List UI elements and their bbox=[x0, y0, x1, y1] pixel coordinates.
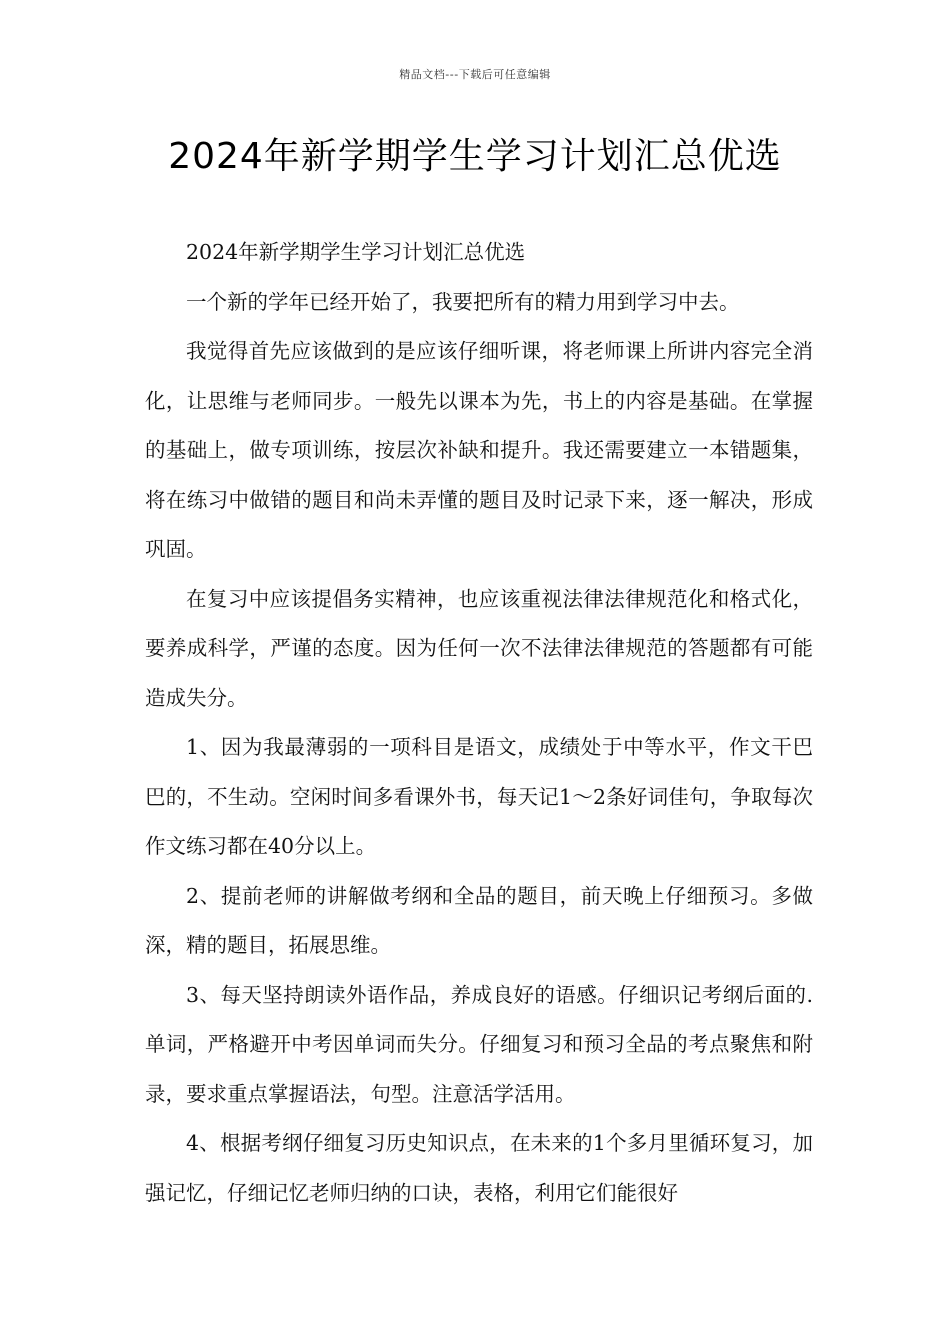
document-title: 2024年新学期学生学习计划汇总优选 bbox=[168, 136, 782, 177]
paragraph-review: 在复习中应该提倡务实精神，也应该重视法律法律规范化和格式化，要养成科学，严谨的态度。因为任何一次不法律法律规范的答题都有可能造成失分。 bbox=[145, 586, 813, 710]
header-note: 精品文档---下载后可任意编辑 bbox=[399, 68, 551, 81]
paragraph-intro: 一个新的学年已经开始了，我要把所有的精力用到学习中去。 bbox=[186, 289, 740, 314]
paragraph-listening: 我觉得首先应该做到的是应该仔细听课，将老师课上所讲内容完全消化，让思维与老师同步。一般先以课本为先，书上的内容是基础。在掌握的基础上，做专项训练，按层次补缺和提升。我还需要建立一本错题集，将在练习中做错的题目和尚未弄懂的题目及时记录下来，逐一解决，形成巩固。 bbox=[145, 339, 813, 561]
paragraph-subtitle: 2024年新学期学生学习计划汇总优选 bbox=[186, 240, 526, 264]
document-body bbox=[145, 228, 813, 1218]
paragraph-item-1: 1、因为我最薄弱的一项科目是语文，成绩处于中等水平，作文干巴巴的，不生动。空闲时间多看课外书，每天记1～2条好词佳句，争取每次作文练习都在40分以上。 bbox=[145, 735, 813, 858]
paragraph-item-2: 2、提前老师的讲解做考纲和全品的题目，前天晚上仔细预习。多做深，精的题目，拓展思维。 bbox=[145, 883, 813, 957]
paragraph-item-3: 3、每天坚持朗读外语作品，养成良好的语感。仔细识记考纲后面的.单词，严格避开中考因单词而失分。仔细复习和预习全品的考点聚焦和附录，要求重点掌握语法，句型。注意活学活用。 bbox=[145, 982, 813, 1106]
paragraph-item-4: 4、根据考纲仔细复习历史知识点，在未来的1个多月里循环复习，加强记忆，仔细记忆老师归纳的口诀，表格，利用它们能很好 bbox=[145, 1131, 813, 1205]
